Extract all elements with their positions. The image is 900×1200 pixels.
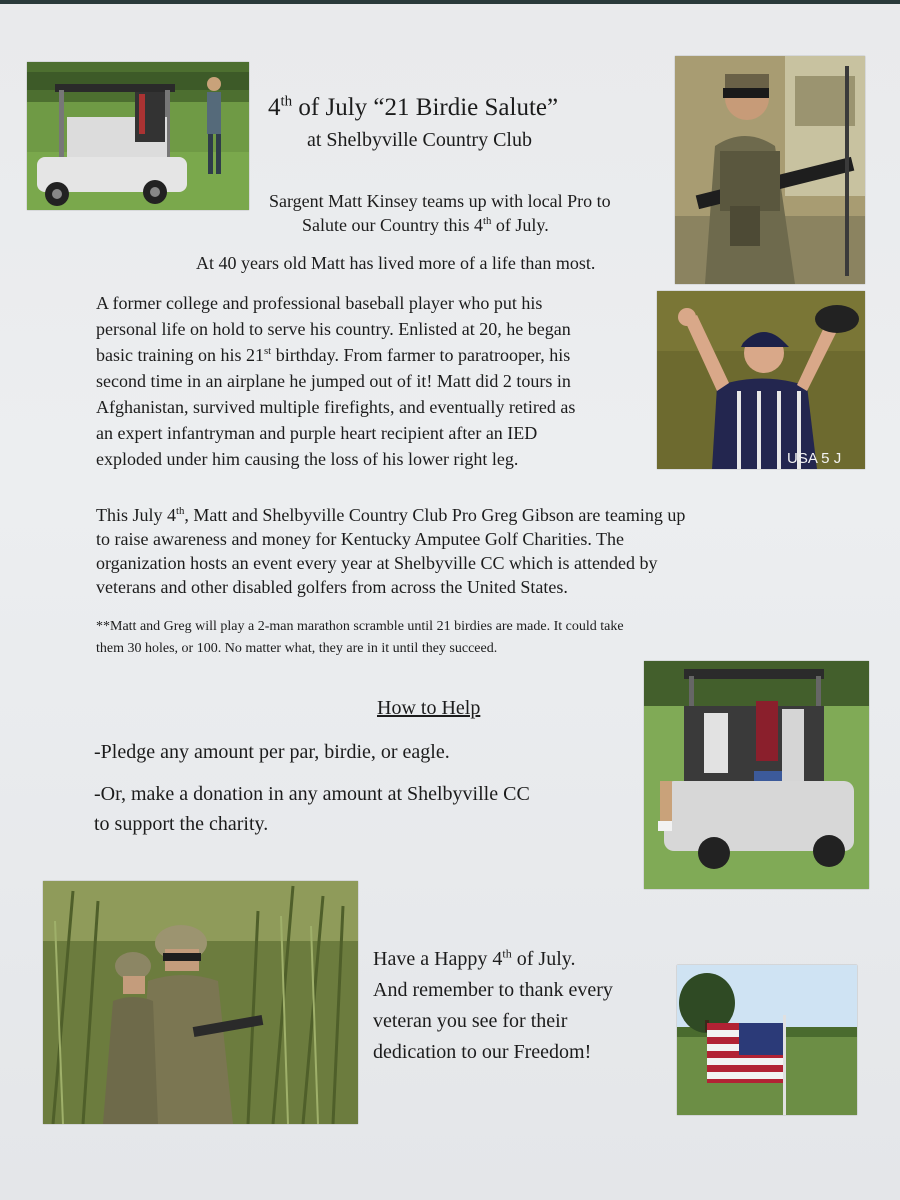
- bio-line: Afghanistan, survived multiple firefights, and eventually retired as: [96, 397, 576, 417]
- note-line: them 30 holes, or 100. No matter what, they are in it until they succeed.: [96, 641, 498, 656]
- donate-text: [94, 779, 530, 839]
- age-line: At 40 years old Matt has lived more of a life than most.: [196, 253, 596, 273]
- july-line: to raise awareness and money for Kentucky Amputee Golf Charities. The: [96, 529, 625, 549]
- flyer-title: 4th of July “21 Birdie Salute”: [268, 93, 559, 121]
- july-line: This July 4th, Matt and Shelbyville Country Club Pro Greg Gibson are teaming up: [96, 505, 686, 525]
- bio-line: personal life on hold to serve his country. Enlisted at 20, he began: [96, 319, 571, 339]
- intro-line-2: Salute our Country this 4th of July.: [302, 215, 549, 235]
- soldier-photo: [675, 56, 865, 284]
- photo-overlay-text: USA 5 J: [787, 450, 842, 467]
- note-line: **Matt and Greg will play a 2-man marathon scramble until 21 birdies are made. It could take: [96, 619, 624, 634]
- closing-line: Have a Happy 4th of July.: [373, 946, 576, 970]
- intro-line-1: Sargent Matt Kinsey teams up with local Pro to: [269, 191, 611, 211]
- flyer-subtitle: at Shelbyville Country Club: [307, 129, 532, 151]
- golf-bags-cart-photo: [644, 661, 869, 889]
- bio-line: basic training on his 21st birthday. From farmer to paratrooper, his: [96, 345, 571, 365]
- golf-cart-photo: [27, 62, 249, 210]
- baseball-player-photo: [657, 291, 865, 469]
- july-paragraph: [96, 503, 685, 599]
- closing-line: dedication to our Freedom!: [373, 1041, 592, 1063]
- july-line: organization hosts an event every year at Shelbyville CC which is attended by: [96, 553, 658, 573]
- flyer-page: [0, 4, 900, 1200]
- closing-message: [373, 944, 613, 1068]
- soldiers-in-grass-photo: [43, 881, 358, 1124]
- bio-line: an expert infantryman and purple heart recipient after an IED: [96, 423, 538, 443]
- closing-line: veteran you see for their: [373, 1010, 568, 1032]
- donate-line: -Or, make a donation in any amount at Shelbyville CC: [94, 783, 530, 805]
- bio-line: second time in an airplane he jumped out of it! Matt did 2 tours in: [96, 371, 571, 391]
- how-to-help-heading: How to Help: [377, 697, 481, 719]
- bio-line: A former college and professional baseball player who put his: [96, 293, 543, 313]
- july-line: veterans and other disabled golfers from across the United States.: [96, 577, 568, 597]
- flag-on-course-photo: [677, 965, 857, 1115]
- pledge-line: -Pledge any amount per par, birdie, or eagle.: [94, 741, 450, 763]
- donate-line: to support the charity.: [94, 813, 269, 835]
- closing-line: And remember to thank every: [373, 979, 613, 1001]
- bio-line: exploded under him causing the loss of his lower right leg.: [96, 449, 519, 469]
- scramble-note: [96, 616, 624, 660]
- bio-paragraph: [96, 290, 575, 472]
